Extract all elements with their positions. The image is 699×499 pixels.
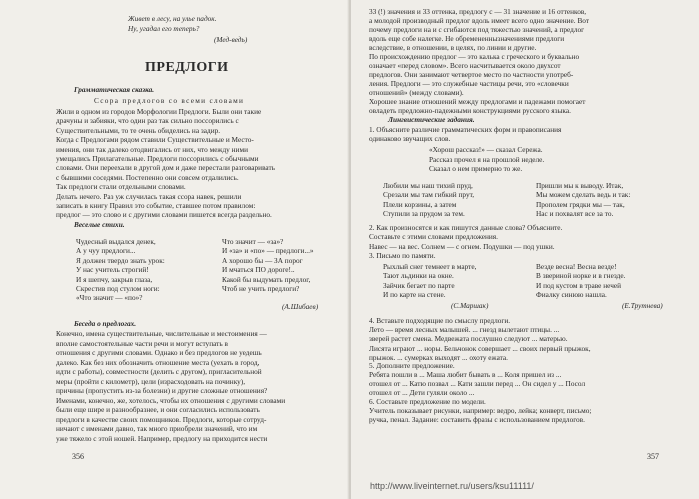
v2L-line: И по карте на стене. bbox=[383, 290, 446, 300]
vR-line: Мы можем сделать ведь и так: bbox=[536, 190, 631, 200]
poemL-line: А у чуу предлоги... bbox=[76, 246, 136, 256]
vL-line: Плели корзины, а затем bbox=[383, 199, 457, 209]
task5-line: отошел от ... Дети гуляли около ... bbox=[369, 388, 475, 397]
task2-line: Составьте с этими словами предложения. bbox=[369, 232, 498, 242]
talk-label: Беседа о предлогах. bbox=[74, 319, 137, 328]
task4-line: Лето — время лесных малышей. ... гнезд вылетают птицы. ... bbox=[369, 325, 560, 335]
intro-line: а молодой производный предлог вдоль имеет всего одно значение. Вот bbox=[369, 16, 590, 25]
epigraph-line-1: Живет в лесу, на улье падок. bbox=[128, 14, 217, 23]
talk-line: Именами, конечно, же, хотелось, чтобы их отношения с другими словами bbox=[56, 395, 286, 405]
intro-line: ления. Предлоги — это служебные частицы речи, это «словечки bbox=[369, 79, 569, 88]
story-line: предлог — это слово и с другими словами пишется всегда раздельно. bbox=[56, 210, 272, 220]
story-line: Так предлоги стали отдельными словами. bbox=[56, 182, 186, 192]
task4-line: зверей растет смена. Медвежата послушно следуют ... матерью. bbox=[369, 334, 568, 344]
epigraph-author: (Мед-ведь) bbox=[214, 35, 248, 44]
vL-line: Любили мы наш тихий пруд, bbox=[383, 181, 473, 190]
poemR-line: И «за» и «по» — предлоги...» bbox=[222, 246, 314, 256]
poem-label: Веселые стихи. bbox=[74, 220, 125, 229]
talk-line: отношения с другими словами. Однако и без предлогов не уедешь bbox=[56, 348, 262, 357]
epigraph-line-2: Ну, угадал его теперь? bbox=[128, 24, 200, 33]
v2L-line: Тают льдинки на окне. bbox=[383, 271, 454, 281]
story-line: драчуны и забияки, что один раз так сильно поссорились с bbox=[56, 116, 239, 126]
poemR-line: И мчаться ПО дороге!.. bbox=[222, 265, 295, 275]
author-marshak: (С.Маршак) bbox=[451, 301, 489, 310]
vR-line: Пришли мы к выводу. Итак, bbox=[536, 181, 624, 190]
task5-line: отошел от ... Катю позвал ... Кати зашли перед ... Он сидел у ... Посол bbox=[369, 379, 586, 388]
poemL-line: «Что значит — «по»? bbox=[76, 293, 143, 303]
task1-line: 1. Объясните различие грамматических форм и правописания bbox=[369, 125, 562, 134]
v2L-line: Рыхлый снег темнеет в марте, bbox=[383, 262, 477, 271]
quote-line: Рассказ прочел я на прошлой неделе. bbox=[429, 154, 545, 164]
quote-line: Сказал о нем примерно то же. bbox=[429, 164, 523, 174]
story-title: Ссора предлогов со всеми словами bbox=[94, 96, 245, 105]
section-label: Грамматическая сказка. bbox=[74, 85, 155, 94]
task1-line: одинаково звучащих слов. bbox=[369, 134, 451, 143]
right-page bbox=[351, 0, 699, 499]
task6-line: Учитель показывает рисунки, например: ведро, лейка; конверт, письмо; bbox=[369, 406, 592, 416]
v2L-line: Зайчик бегает по парте bbox=[383, 280, 455, 290]
intro-line: предлогов. Они занимают четвертое место по частности употреб- bbox=[369, 70, 574, 79]
poemL-line: Чудесный выдался денек, bbox=[76, 237, 156, 246]
vR-line: Прополем грядки мы — так, bbox=[536, 199, 625, 209]
story-line: с бывшими соседями. Постепенно они совсем отдалились. bbox=[56, 172, 239, 182]
task6-line: 6. Составьте предложение по модели. bbox=[369, 397, 486, 406]
story-line: Делать нечего. Раз уж случилась такая ссора навек, решили bbox=[56, 191, 242, 201]
task2-line: Навес — на вес. Солнем — с огнем. Подушки — под ушки. bbox=[369, 241, 555, 251]
v2R-line: В звериной норке и в гнезде. bbox=[536, 271, 626, 281]
left-page bbox=[0, 0, 349, 499]
poemR-line: Чтоб не учить предлоги? bbox=[222, 284, 300, 293]
poemL-line: И я шепчу, закрыв глаза, bbox=[76, 274, 153, 284]
intro-line: Хорошее знание отношений между предлогами и падежами помогает bbox=[369, 97, 586, 106]
intro-line: овладеть предложно-падежными конструкциями русского языка. bbox=[369, 106, 571, 115]
intro-line: отношений» (между словами). bbox=[369, 88, 464, 97]
talk-line: идти с работы), совместности (делить с другом), пригласительной bbox=[56, 367, 262, 376]
story-line: словами. Они переехали в другой дом и даже перестали разговаривать bbox=[56, 163, 276, 173]
story-line: Жили в одном из городов Морфологии Предлоги. Были они такие bbox=[56, 107, 262, 116]
page-number-right: 357 bbox=[647, 452, 659, 461]
author-trutneva: (Е.Трутнева) bbox=[622, 301, 663, 310]
task2-line: 2. Как произносятся и как пишутся данные слова? Объясните. bbox=[369, 223, 563, 232]
poem-author: (А.Шибаев) bbox=[282, 302, 319, 311]
poemL-line: Скрестив под стулом ноги: bbox=[76, 284, 160, 293]
poemL-line: У нас учитель строгий! bbox=[76, 265, 149, 275]
talk-line: предлоги в качестве своих помощников. Предлоги, которые сотруд- bbox=[56, 414, 267, 424]
talk-line: далеко. Как без них обозначить отношение места (уехать в город, bbox=[56, 357, 260, 367]
story-line: умещались Прилагательные. Предлоги поссорились с обычными bbox=[56, 154, 259, 163]
intro-line: вследствие, в отношении, в целях, по линии и другие. bbox=[369, 43, 537, 52]
intro-line: По происхождению предлог — это калька с греческого и буквально bbox=[369, 52, 580, 61]
tasks-label: Лингвистические задания. bbox=[388, 115, 475, 124]
v2R-line: Везде весна! Весна везде! bbox=[536, 262, 617, 271]
poemR-line: Что значит — «за»? bbox=[222, 237, 284, 246]
task2-line: 3. Письмо по памяти. bbox=[369, 251, 436, 261]
task4-line: прыжок. ... сумерках выходят ... охоту ежата. bbox=[369, 352, 508, 362]
story-line: Когда с Предлогами рядом ставили Существительные и Место- bbox=[56, 135, 254, 145]
page-title: ПРЕДЛОГИ bbox=[145, 60, 229, 75]
watermark-url[interactable]: http://www.liveinternet.ru/users/ksu11111/ bbox=[370, 481, 534, 491]
talk-line: были еще шире и разнообразнее, и они согласились использовать bbox=[56, 405, 260, 414]
talk-line: уже тяжело с этой ношей. Например, предлогу на приходится нести bbox=[56, 433, 268, 443]
talk-line: Конечно, имена существительные, числительные и местоимения — bbox=[56, 329, 267, 338]
intro-line: почему предлоги на и с сгибаются под тяжестью значений, а предлог bbox=[369, 25, 585, 34]
talk-line: причины (пропустить из-за болезни) и другие сложные отношения? bbox=[56, 386, 268, 395]
talk-line: меры (пройти с километр), цели (израсходовать на починку), bbox=[56, 376, 246, 386]
vL-line: Срезали мы там гибкий прут, bbox=[383, 190, 475, 200]
story-line: Существительными, то те очень обиделись на задир. bbox=[56, 125, 221, 135]
page-number-left: 356 bbox=[72, 452, 84, 461]
v2R-line: И под кустом в траве нечей bbox=[536, 280, 622, 290]
poemL-line: Я должен твердо знать урок: bbox=[76, 255, 165, 265]
intro-line: означает «перед словом». Всего насчитывается около двухсот bbox=[369, 61, 561, 70]
task4-line: Лисята играют ... норы. Бельчонок совершает ... своих первый прыжок, bbox=[369, 343, 591, 353]
vL-line: Ступили за прудом за тем. bbox=[383, 209, 465, 219]
story-line: имения, они так далеко отодвигались от них, что между ними bbox=[56, 144, 248, 154]
task5-line: Ребята пошли в ... Маша любит бывать в ... Коля пришел из ... bbox=[369, 370, 562, 379]
vR-line: Нас и похвалят все за то. bbox=[536, 209, 614, 219]
poemR-line: Какой бы выдумать предлог, bbox=[222, 274, 311, 284]
quote-line: «Хорош рассказ!» — сказал Сережа. bbox=[429, 145, 543, 154]
task5-line: 5. Дополните предложение. bbox=[369, 361, 455, 370]
intro-line: 33 (!) значения и 33 оттенка, предлогу с — 31 значение и 16 оттенков, bbox=[369, 7, 587, 16]
intro-line: вдоль еще собе налегке. Не обремененнызначениями предлоги bbox=[369, 34, 565, 43]
v2R-line: Фиалку синюю нашла. bbox=[536, 290, 607, 300]
talk-line: ничают с именами давно, так много приобрели значений, что им bbox=[56, 424, 258, 433]
story-line: записать в книгу Правил это событие, ставшее потом правилом: bbox=[56, 201, 256, 210]
poemR-line: А хорошо бы — ЗА порог bbox=[222, 255, 303, 265]
talk-line: вполне самостоятельные части речи и могут вступать в bbox=[56, 338, 228, 348]
task6-line: ручка, пенал. Задание: составить фразы с использованием предлогов. bbox=[369, 415, 585, 425]
task4-line: 4. Вставьте подходящие по смыслу предлоги. bbox=[369, 316, 511, 325]
